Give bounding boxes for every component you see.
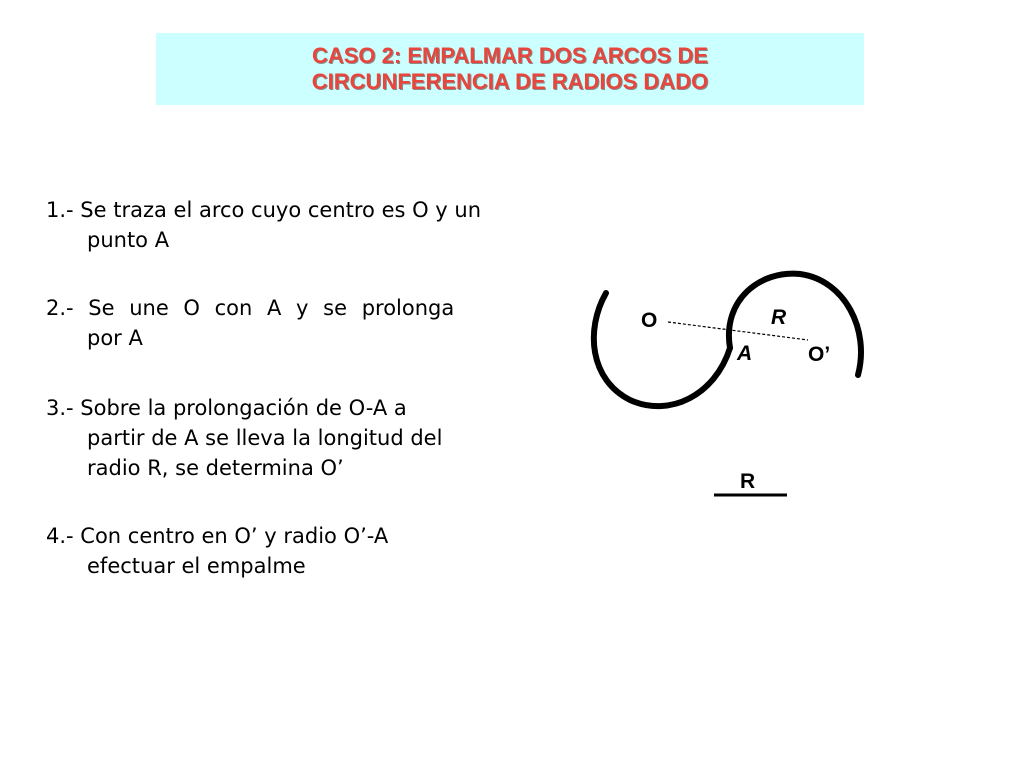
label-o-prime: O’ [808,343,831,366]
label-r: R [771,306,787,329]
step-2-line-1: 2.- Se une O con A y se prolonga [46,296,455,320]
title-line-1: CASO 2: EMPALMAR DOS ARCOS DE [311,43,709,68]
step-3-line-3: radio R, se determina O’ [87,456,344,480]
left-arc [594,293,730,406]
step-1-line-2: punto A [87,228,170,252]
step-2-line-2: por A [87,326,143,350]
title-line-2: CIRCUNFERENCIA DE RADIOS DADO [311,69,709,94]
label-o: O [641,309,658,332]
step-3-line-1: 3.- Sobre la prolongación de O-A a [46,396,407,420]
step-4-line-2: efectuar el empalme [87,554,306,578]
construction-line [668,322,808,340]
step-4-line-1: 4.- Con centro en O’ y radio O’-A [46,524,389,548]
label-a: A [737,342,753,365]
radius-reference-label: R [740,470,756,493]
step-3-line-2: partir de A se lleva la longitud del [87,426,443,450]
step-1-line-1: 1.- Se traza el arco cuyo centro es O y un [46,198,482,222]
